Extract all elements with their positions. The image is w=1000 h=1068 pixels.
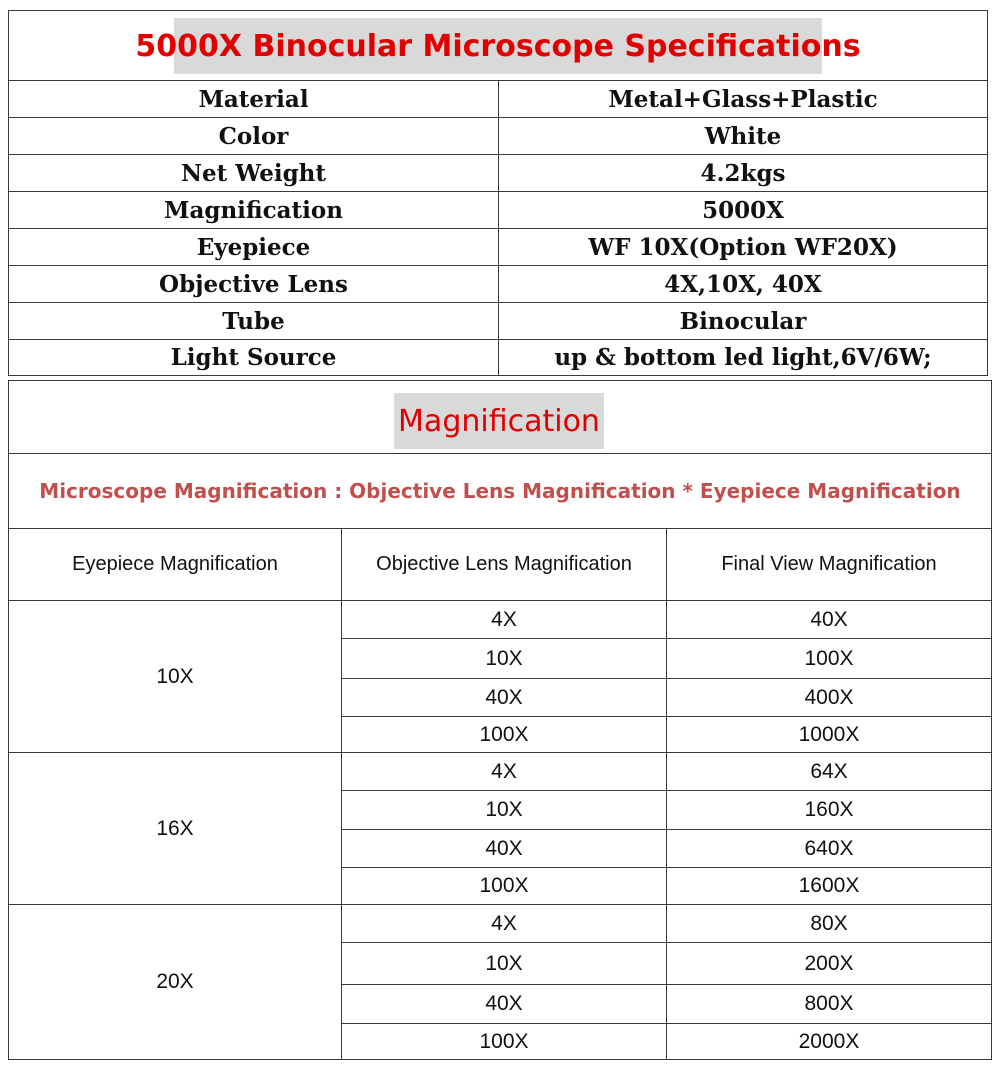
header-final-view-magnification: Final View Magnification (721, 553, 937, 575)
final-cell: 2000X (798, 1029, 860, 1053)
spec-border-right (987, 10, 988, 376)
final-cell: 640X (804, 836, 854, 860)
magnification-formula: Microscope Magnification : Objective Lens Magnification * Eyepiece Magnification (39, 479, 961, 503)
spec-label-color: Color (218, 122, 289, 150)
spec-label-light-source: Light Source (170, 344, 337, 371)
spec-label-magnification: Magnification (164, 196, 343, 224)
spec-value-tube: Binocular (679, 307, 807, 335)
spec-border-top (8, 10, 988, 11)
spec-value-material: Metal+Glass+Plastic (608, 85, 878, 113)
objective-cell: 100X (479, 722, 529, 746)
final-cell: 80X (810, 911, 848, 935)
objective-cell: 40X (485, 992, 523, 1015)
objective-cell: 4X (491, 911, 517, 935)
spec-value-magnification: 5000X (702, 196, 784, 224)
final-cell: 100X (804, 646, 854, 670)
objective-cell: 4X (491, 607, 517, 631)
magnification-title: Magnification (394, 393, 604, 449)
spec-value-color: White (704, 122, 782, 150)
final-cell: 64X (810, 759, 848, 783)
spec-label-objective-lens: Objective Lens (159, 270, 348, 298)
mag-border-bottom (8, 1059, 992, 1060)
objective-cell: 10X (485, 951, 523, 975)
objective-cell: 40X (485, 836, 523, 860)
objective-cell: 40X (485, 685, 523, 709)
final-cell: 1000X (798, 722, 860, 746)
objective-cell: 100X (479, 1029, 529, 1053)
spec-value-eyepiece: WF 10X(Option WF20X) (588, 233, 898, 261)
mag-border-right (991, 380, 992, 1060)
spec-label-eyepiece: Eyepiece (196, 233, 311, 261)
header-eyepiece-magnification: Eyepiece Magnification (72, 553, 278, 575)
objective-cell: 10X (485, 798, 523, 821)
objective-cell: 4X (491, 759, 517, 783)
final-cell: 160X (804, 798, 854, 821)
objective-cell: 100X (479, 874, 529, 897)
final-cell: 400X (804, 685, 854, 709)
mag-border-top (8, 380, 992, 381)
final-cell: 200X (804, 951, 854, 975)
spec-value-objective-lens: 4X,10X, 40X (664, 270, 822, 298)
spec-label-net-weight: Net Weight (180, 159, 327, 187)
eyepiece-cell-10x: 10X (156, 664, 194, 688)
final-cell: 1600X (798, 874, 860, 897)
eyepiece-cell-20x: 20X (156, 970, 194, 993)
spec-label-tube: Tube (222, 307, 285, 335)
spec-label-material: Material (198, 85, 309, 113)
spec-value-net-weight: 4.2kgs (700, 159, 786, 187)
objective-cell: 10X (485, 646, 523, 670)
header-objective-lens-magnification: Objective Lens Magnification (376, 553, 632, 575)
eyepiece-cell-16x: 16X (156, 816, 194, 840)
spec-value-light-source: up & bottom led light,6V/6W; (554, 344, 932, 371)
final-cell: 800X (804, 992, 854, 1015)
final-cell: 40X (810, 607, 848, 631)
spec-title: 5000X Binocular Microscope Specifications (174, 18, 822, 74)
